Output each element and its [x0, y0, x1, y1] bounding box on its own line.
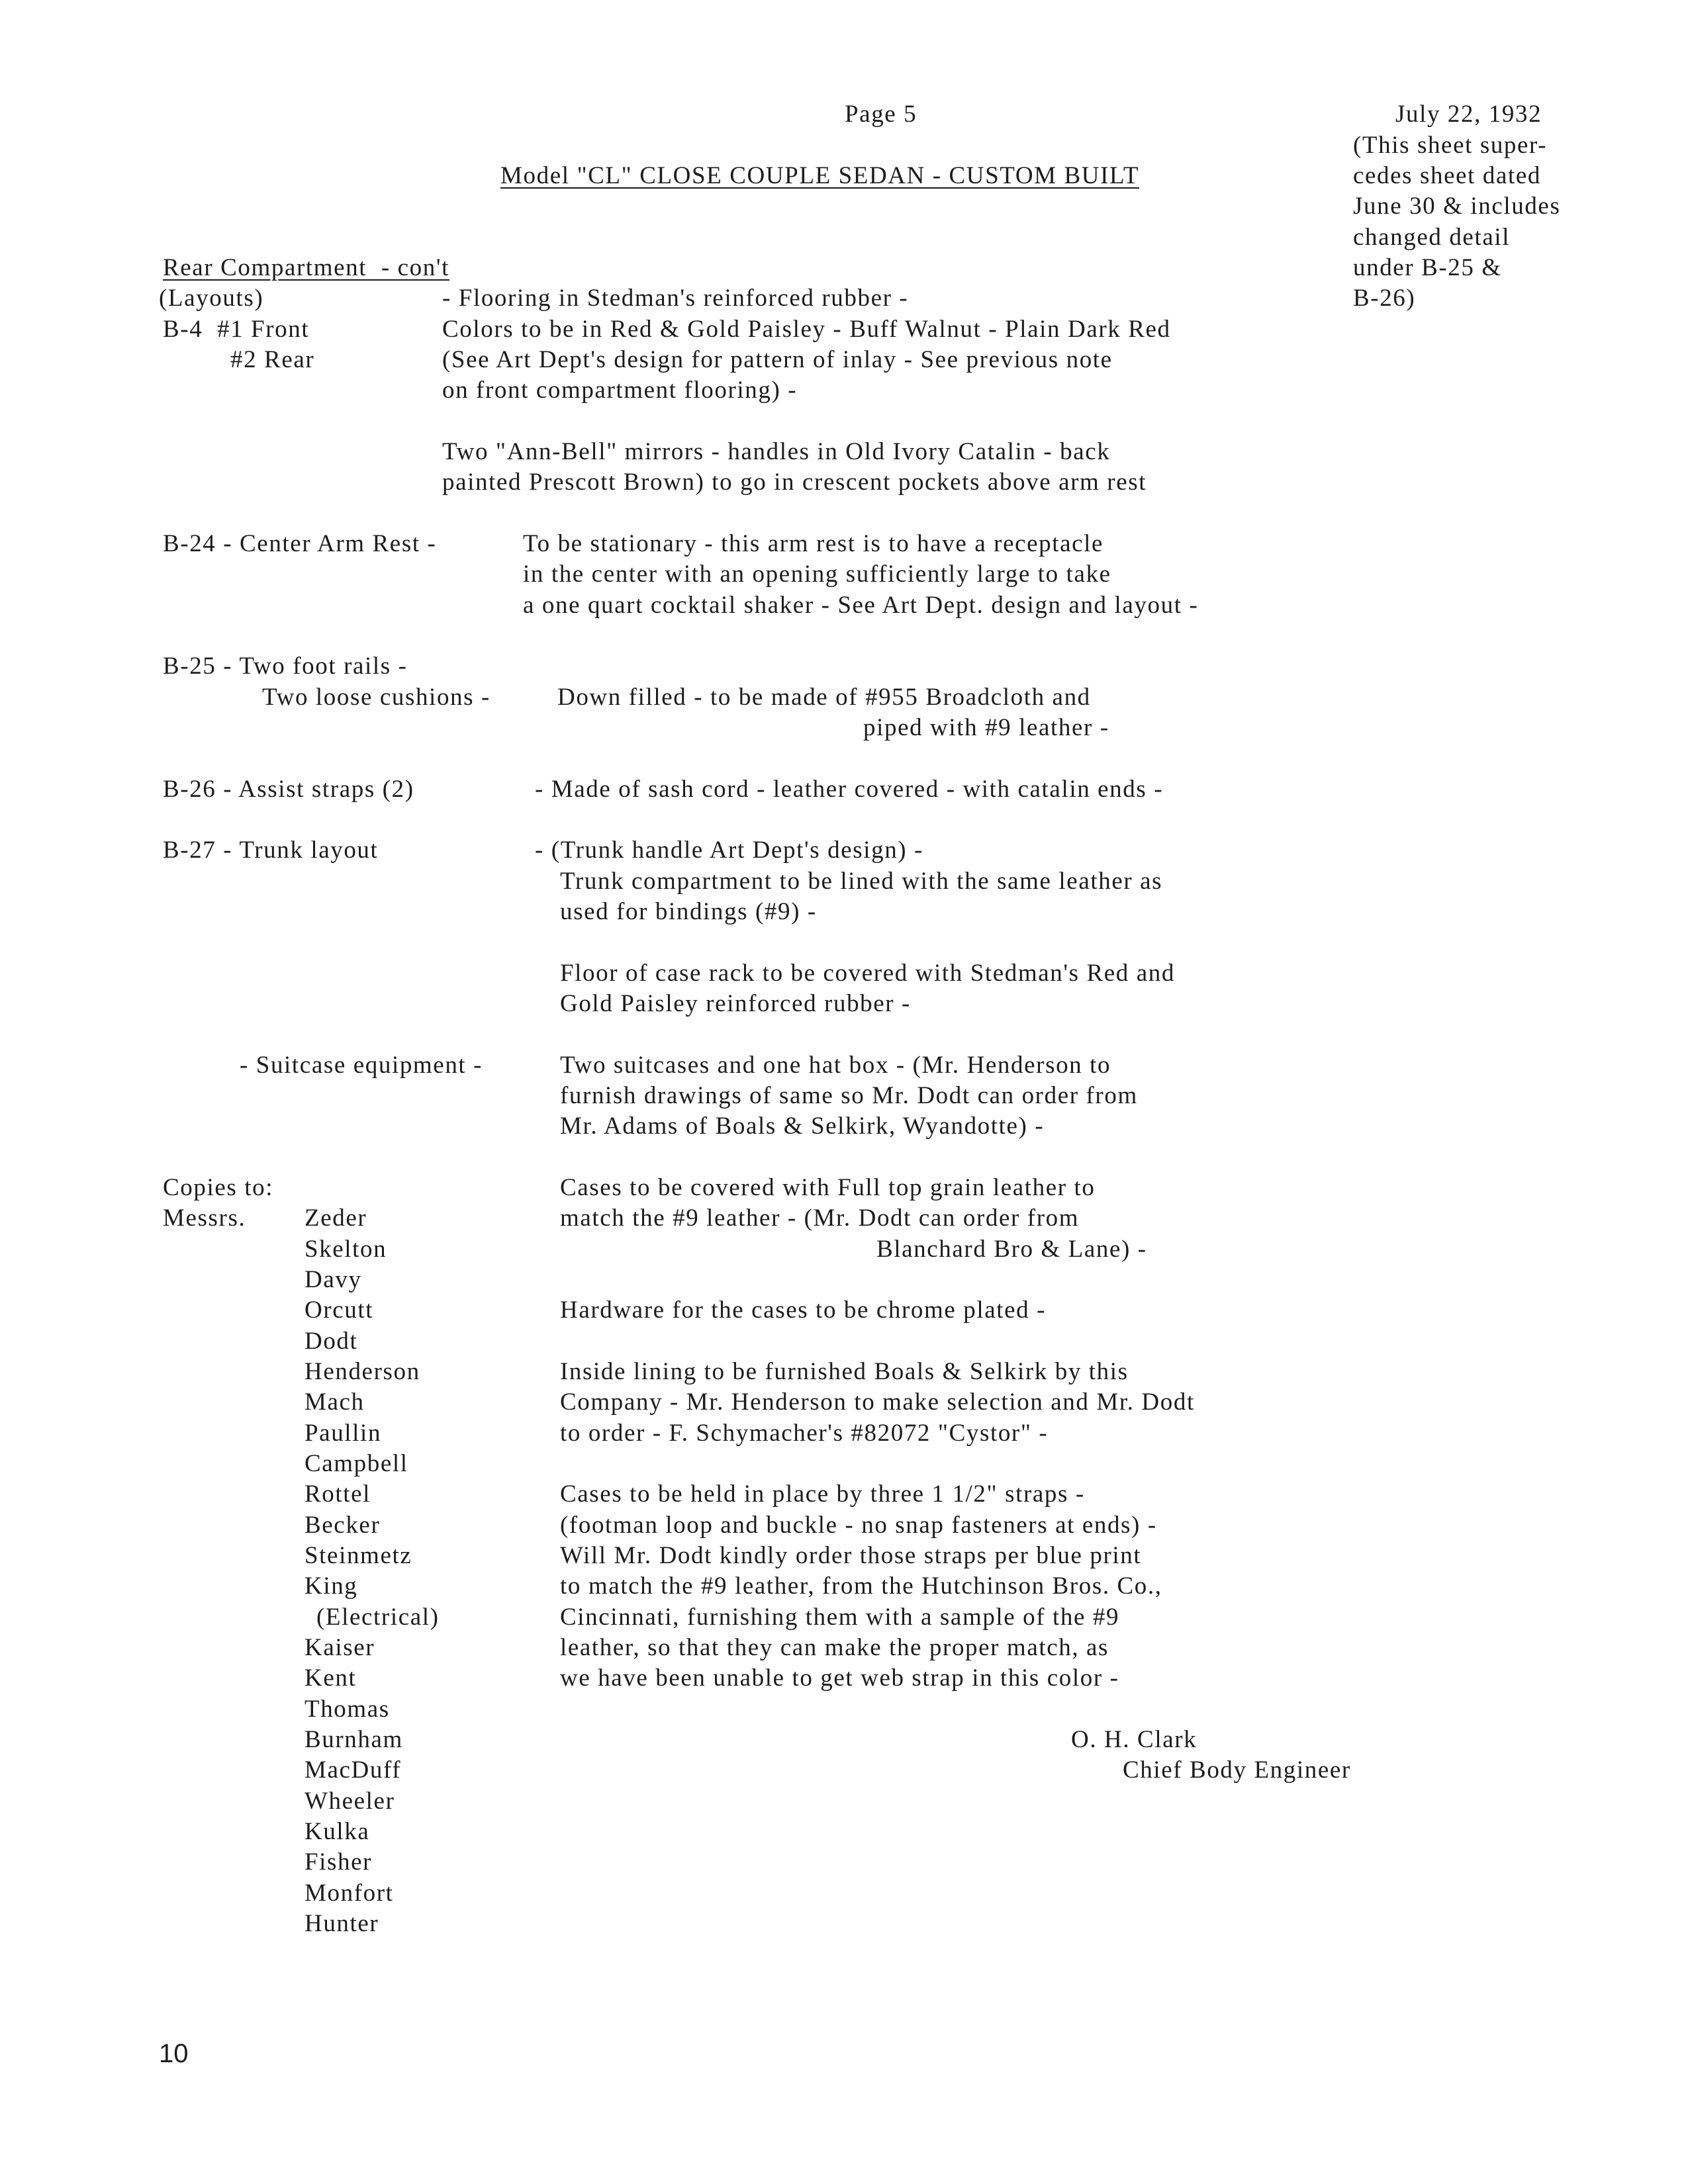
copies-label: Copies to: [163, 1174, 274, 1201]
covered-line: Cases to be covered with Full top grain leather to [560, 1174, 1096, 1201]
item-label-b25: B-25 - Two foot rails - [163, 653, 408, 680]
mirror-line: painted Prescott Brown) to go in crescent pockets above arm rest [442, 469, 1147, 496]
strap-line: (footman loop and buckle - no snap fasteners at ends) - [560, 1512, 1157, 1539]
item-label-b24: B-24 - Center Arm Rest - [163, 530, 437, 557]
mirror-line: Two "Ann-Bell" mirrors - handles in Old Ivory Catalin - back [442, 438, 1111, 465]
copies-name: (Electrical) [316, 1604, 440, 1631]
copies-name: Rottel [305, 1480, 371, 1508]
strap-line: leather, so that they can make the proper match, as [560, 1634, 1109, 1661]
b24-line: in the center with an opening sufficiently large to take [523, 561, 1111, 588]
copies-name: Henderson [305, 1358, 420, 1385]
copies-name: Burnham [305, 1726, 403, 1753]
b24-line: To be stationary - this arm rest is to have a receptacle [523, 530, 1104, 557]
copies-name: Kulka [305, 1818, 370, 1845]
signature-title: Chief Body Engineer [1123, 1756, 1351, 1784]
covered-line: Blanchard Bro & Lane) - [876, 1236, 1147, 1263]
b25-line: piped with #9 leather - [863, 714, 1109, 741]
page-label: Page 5 [845, 101, 917, 128]
layouts-label: (Layouts) [159, 285, 264, 312]
hardware-line: Hardware for the cases to be chrome plated - [560, 1297, 1047, 1324]
strap-line: Cases to be held in place by three 1 1/2" straps - [560, 1480, 1085, 1508]
copies-name: Wheeler [305, 1788, 395, 1815]
messrs-label: Messrs. [163, 1205, 246, 1232]
rear-line: - Flooring in Stedman's reinforced rubber - [442, 285, 909, 312]
suitcase-line: Mr. Adams of Boals & Selkirk, Wyandotte) - [560, 1113, 1045, 1140]
date-note-line: June 30 & includes [1353, 193, 1561, 220]
rear-line: on front compartment flooring) - [442, 377, 798, 404]
rear-line: (See Art Dept's design for pattern of inlay - See previous note [442, 346, 1113, 373]
copies-name: Paullin [305, 1420, 382, 1447]
b27-floor-line: Gold Paisley reinforced rubber - [560, 990, 911, 1017]
b27-line: - (Trunk handle Art Dept's design) - [535, 837, 923, 864]
copies-name: Orcutt [305, 1297, 374, 1324]
copies-name: Skelton [305, 1236, 387, 1263]
b25-line: Down filled - to be made of #955 Broadcloth and [557, 684, 1091, 711]
item-label-b4-front: B-4 #1 Front [163, 316, 310, 343]
date-note-line: under B-25 & [1353, 254, 1502, 281]
lining-line: Inside lining to be furnished Boals & Selkirk by this [560, 1358, 1129, 1385]
page-title: Model "CL" CLOSE COUPLE SEDAN - CUSTOM BUILT [500, 162, 1140, 189]
copies-name: Zeder [305, 1205, 367, 1232]
date-note-line: changed detail [1353, 224, 1511, 251]
b24-line: a one quart cocktail shaker - See Art Dept. design and layout - [523, 592, 1199, 619]
item-label-b27: B-27 - Trunk layout [163, 837, 379, 864]
copies-name: King [305, 1572, 358, 1600]
copies-name: Becker [305, 1512, 381, 1539]
covered-line: match the #9 leather - (Mr. Dodt can order from [560, 1205, 1080, 1232]
suitcase-line: Two suitcases and one hat box - (Mr. Henderson to [560, 1052, 1111, 1079]
copies-name: Fisher [305, 1848, 373, 1876]
copies-name: MacDuff [305, 1756, 402, 1784]
b26-text: - Made of sash cord - leather covered - with catalin ends - [535, 776, 1164, 803]
item-label-b4-rear: #2 Rear [230, 346, 315, 373]
lining-line: Company - Mr. Henderson to make selection and Mr. Dodt [560, 1388, 1195, 1416]
date-note-line: (This sheet super- [1353, 132, 1548, 159]
date-note-line: cedes sheet dated [1353, 162, 1542, 189]
copies-name: Kent [305, 1664, 357, 1692]
strap-line: to match the #9 leather, from the Hutchinson Bros. Co., [560, 1572, 1162, 1600]
b27-line: used for bindings (#9) - [560, 898, 817, 925]
copies-name: Davy [305, 1266, 362, 1293]
copies-name: Mach [305, 1388, 365, 1416]
item-label-b26: B-26 - Assist straps (2) [163, 776, 414, 803]
b27-line: Trunk compartment to be lined with the same leather as [560, 868, 1163, 895]
b27-floor-line: Floor of case rack to be covered with Stedman's Red and [560, 960, 1175, 987]
copies-name: Hunter [305, 1910, 379, 1937]
signature-name: O. H. Clark [1071, 1726, 1197, 1753]
date-note-line: B-26) [1353, 285, 1416, 312]
copies-name: Campbell [305, 1450, 408, 1477]
copies-name: Steinmetz [305, 1542, 412, 1569]
section-heading: Rear Compartment - con't [163, 254, 449, 281]
rear-line: Colors to be in Red & Gold Paisley - Buff Walnut - Plain Dark Red [442, 316, 1171, 343]
suitcase-line: furnish drawings of same so Mr. Dodt can order from [560, 1082, 1138, 1109]
copies-name: Kaiser [305, 1634, 375, 1661]
strap-line: Will Mr. Dodt kindly order those straps per blue print [560, 1542, 1142, 1569]
lining-line: to order - F. Schymacher's #82072 "Cystor" - [560, 1420, 1049, 1447]
page-number: 10 [159, 2039, 189, 2068]
strap-line: Cincinnati, furnishing them with a sample of the #9 [560, 1604, 1120, 1631]
copies-name: Thomas [305, 1696, 390, 1723]
copies-name: Monfort [305, 1880, 394, 1907]
item-label-suitcase: - Suitcase equipment - [240, 1052, 483, 1079]
date-note-line: July 22, 1932 [1395, 101, 1542, 128]
item-sublabel-b25: Two loose cushions - [262, 684, 491, 711]
strap-line: we have been unable to get web strap in this color - [560, 1664, 1119, 1692]
copies-name: Dodt [305, 1328, 358, 1355]
